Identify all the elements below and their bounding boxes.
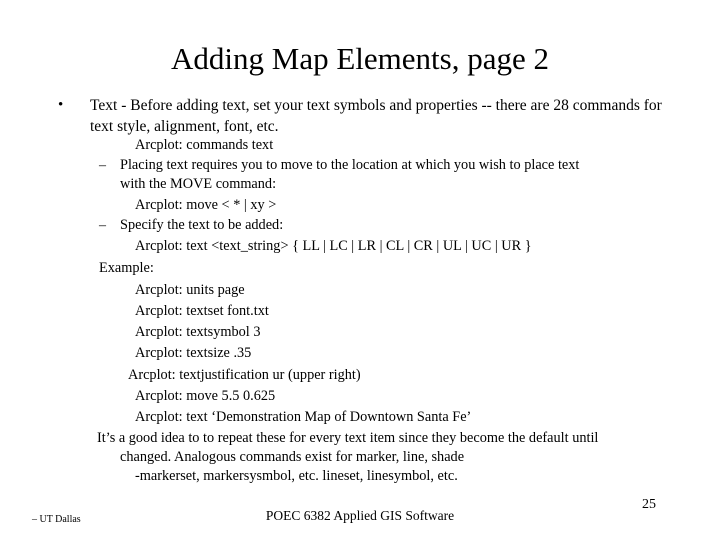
code-line: Arcplot: units page <box>135 282 245 298</box>
code-line: Arcplot: text <text_string> { LL | LC | LR | CL | CR | UL | UC | UR } <box>135 238 532 254</box>
page-number: 25 <box>642 497 656 512</box>
sub-bullet-text: Placing text requires you to move to the location at which you wish to place text <box>120 157 580 173</box>
example-label: Example: <box>99 260 154 276</box>
footer-left: – UT Dallas <box>32 514 81 525</box>
code-line: Arcplot: textset font.txt <box>135 303 269 319</box>
note-text-cont: -markerset, markersysmbol, etc. lineset, linesymbol, etc. <box>135 468 458 484</box>
note-text: It’s a good idea to to repeat these for every text item since they become the default until <box>97 430 599 446</box>
code-line: Arcplot: move 5.5 0.625 <box>135 388 276 404</box>
bullet-text: Text - Before adding text, set your text symbols and properties -- there are 28 commands for text style, alignment, font, etc. <box>90 97 662 135</box>
code-line: Arcplot: commands text <box>135 137 274 153</box>
code-line: Arcplot: move < * | xy > <box>135 197 277 213</box>
dash-marker: – <box>99 218 106 233</box>
bullet-marker: • <box>58 97 64 113</box>
slide-title: Adding Map Elements, page 2 <box>171 41 549 76</box>
dash-marker: – <box>99 158 106 173</box>
note-text-cont: changed. Analogous commands exist for marker, line, shade <box>120 449 465 465</box>
code-line: Arcplot: textjustification ur (upper right) <box>128 367 361 383</box>
sub-bullet-text-cont: with the MOVE command: <box>120 176 277 192</box>
code-line: Arcplot: text ‘Demonstration Map of Downtown Santa Fe’ <box>135 409 472 425</box>
code-line: Arcplot: textsize .35 <box>135 345 252 361</box>
sub-bullet-text: Specify the text to be added: <box>120 217 284 233</box>
footer-center: POEC 6382 Applied GIS Software <box>265 508 455 523</box>
code-line: Arcplot: textsymbol 3 <box>135 324 261 340</box>
